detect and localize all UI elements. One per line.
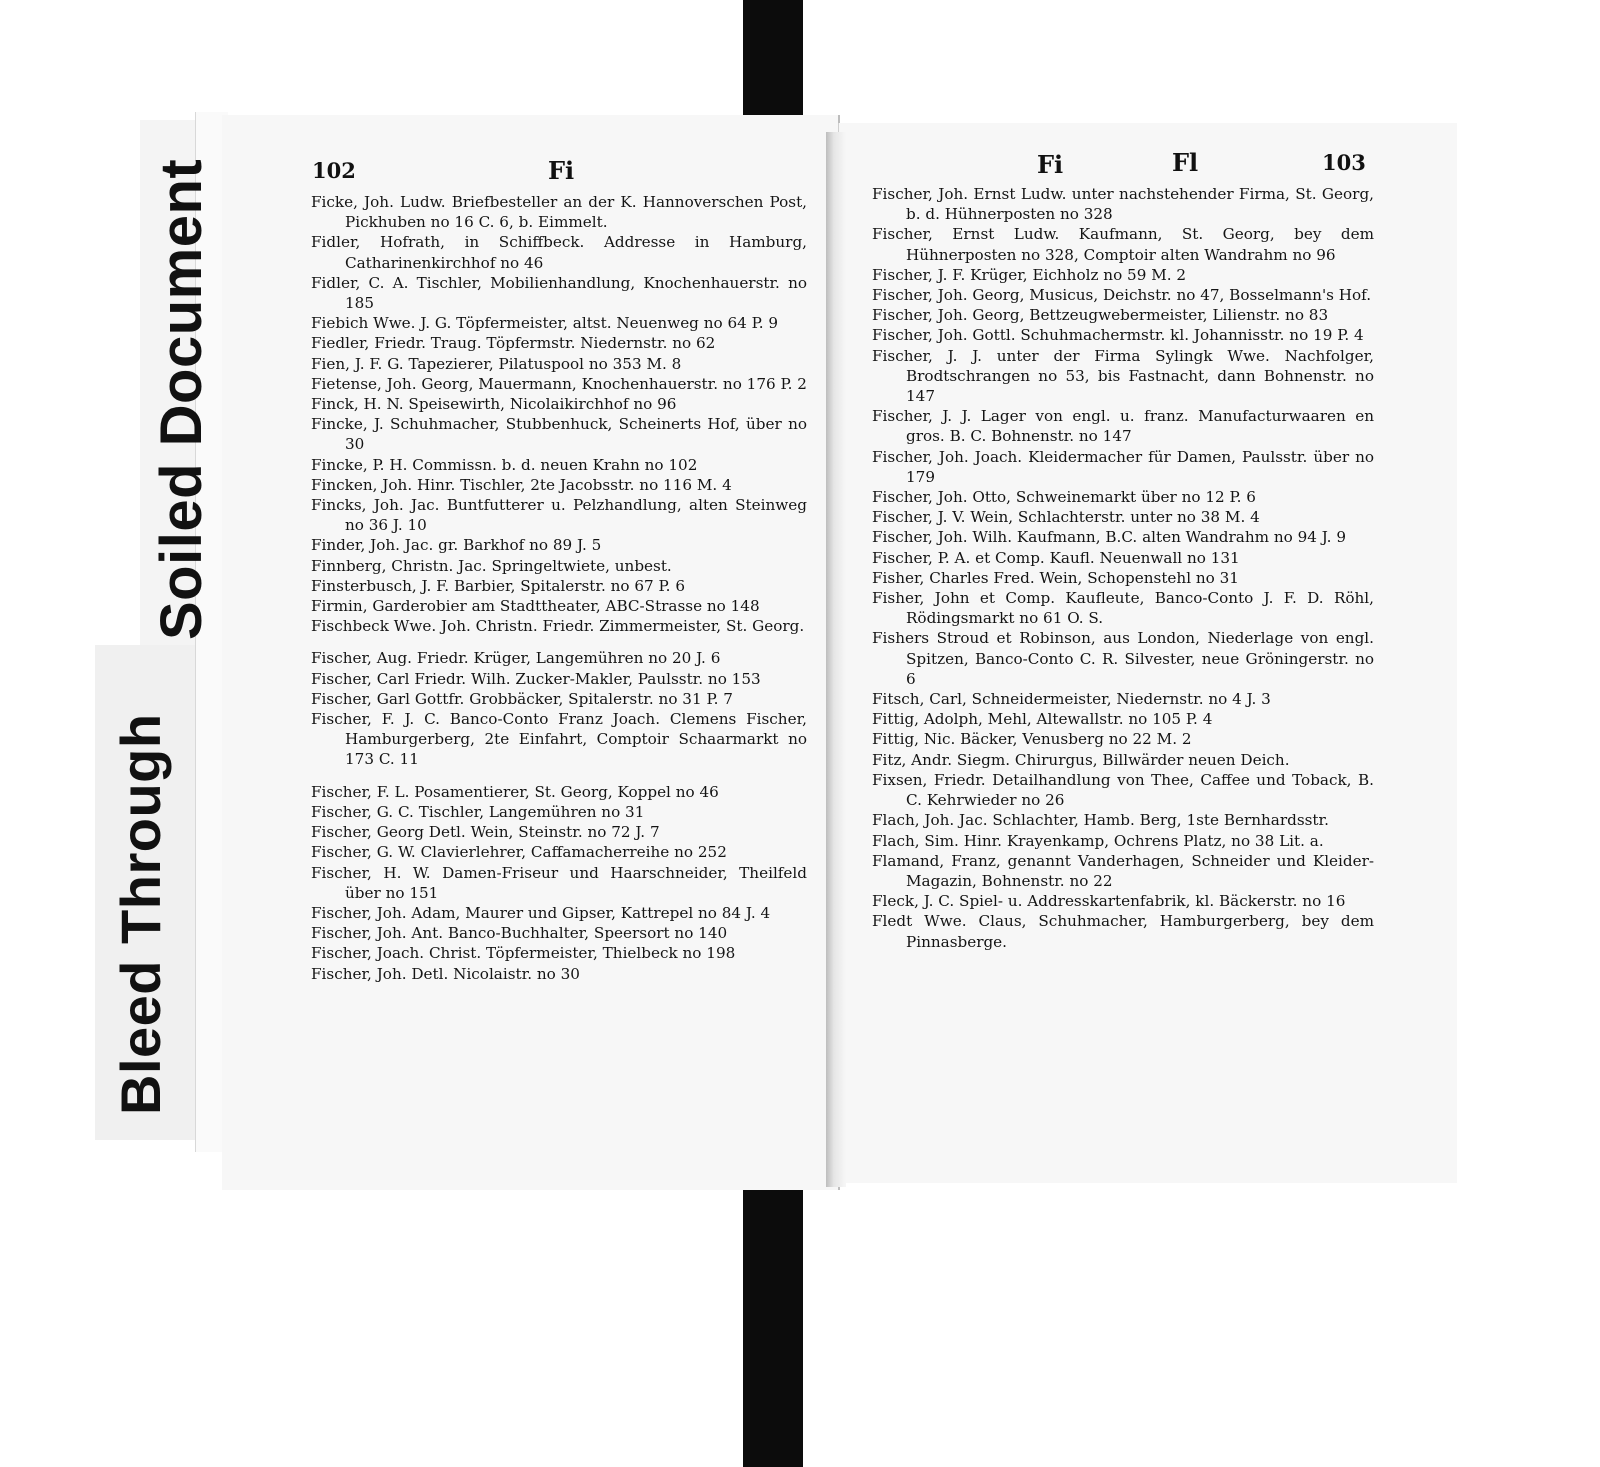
list-item: Fidler, C. A. Tischler, Mobilienhandlung, Knochenhauerstr. no 185 [311,273,807,313]
list-item: Flach, Joh. Jac. Schlachter, Hamb. Berg, 1ste Bernhardsstr. [872,811,1329,830]
binding-spine-bottom [743,1185,803,1467]
list-item: Fincken, Joh. Hinr. Tischler, 2te Jacobsstr. no 116 M. 4 [311,475,732,494]
list-item: Fischer, P. A. et Comp. Kaufl. Neuenwall no 131 [872,548,1240,567]
list-item: Fischer, Carl Friedr. Wilh. Zucker-Makler, Paulsstr. no 153 [311,669,761,688]
list-item: Fischer, Joh. Gottl. Schuhmachermstr. kl. Johannisstr. no 19 P. 4 [872,326,1364,345]
list-item: Fischer, F. L. Posamentierer, St. Georg, Koppel no 46 [311,782,719,801]
list-item: Fischer, Georg Detl. Wein, Steinstr. no 72 J. 7 [311,823,660,842]
bleed-through-label: Bleed Through [109,713,172,1115]
list-item: Fischer, Joh. Joach. Kleidermacher für Damen, Paulsstr. über no 179 [872,447,1374,486]
list-item: Fishers Stroud et Robinson, aus London, Niederlage von engl. Spitzen, Banco-Conto C. R. Silvester, neue Gröningerstr. no 6 [872,629,1374,688]
list-item: Fischer, J. J. Lager von engl. u. franz. Manufacturwaaren en gros. B. C. Bohnenstr. no 147 [872,407,1374,446]
list-item: Fischer, Joh. Wilh. Kaufmann, B.C. alten Wandrahm no 94 J. 9 [872,528,1346,547]
list-item: Finsterbusch, J. F. Barbier, Spitalerstr. no 67 P. 6 [311,576,685,595]
list-item: Fischer, J. F. Krüger, Eichholz no 59 M. 2 [872,265,1187,284]
list-item: Fincke, P. H. Commissn. b. d. neuen Krahn no 102 [311,455,698,474]
left-page-number: 102 [312,158,356,183]
list-item: Fidler, Hofrath, in Schiffbeck. Addresse in Hamburg, Catharinenkirchhof no 46 [311,233,807,272]
list-item: Fiebich Wwe. J. G. Töpfermeister, altst. Neuenweg no 64 P. 9 [311,314,779,333]
list-item: Fietense, Joh. Georg, Mauermann, Knochenhauerstr. no 176 P. 2 [311,374,807,393]
list-item: Finnberg, Christn. Jac. Springeltwiete, unbest. [311,556,672,575]
list-item: Flamand, Franz, genannt Vanderhagen, Schneider und Kleider-Magazin, Bohnenstr. no 22 [872,851,1374,890]
gutter-shadow [826,132,846,1187]
list-item: Fischer, Joh. Detl. Nicolaistr. no 30 [311,964,580,983]
list-item: Fischer, Joh. Ernst Ludw. unter nachstehender Firma, St. Georg, b. d. Hühnerposten no 328 [872,185,1374,224]
list-item: Fischer, Garl Gottfr. Grobbäcker, Spitalerstr. no 31 P. 7 [311,689,733,708]
list-item: Fitsch, Carl, Schneidermeister, Niedernstr. no 4 J. 3 [872,690,1271,709]
right-page-header-fl: Fl [1172,148,1199,177]
list-item: Finck, H. N. Speisewirth, Nicolaikirchhof no 96 [311,395,677,414]
list-item: Fittig, Adolph, Mehl, Altewallstr. no 105 P. 4 [872,710,1213,729]
list-item: Firmin, Garderobier am Stadttheater, ABC-Strasse no 148 [311,597,760,616]
list-item: Finder, Joh. Jac. gr. Barkhof no 89 J. 5 [311,536,602,555]
list-item: Fischer, Joh. Adam, Maurer und Gipser, Kattrepel no 84 J. 4 [311,903,771,922]
list-item: Fincks, Joh. Jac. Buntfutterer u. Pelzhandlung, alten Steinweg no 36 J. 10 [311,496,807,535]
list-item: Fiedler, Friedr. Traug. Töpfermstr. Niedernstr. no 62 [311,334,716,353]
left-page-header: Fi [548,156,575,185]
list-item: Fisher, Charles Fred. Wein, Schopenstehl no 31 [872,568,1239,587]
list-item: Fischer, Joh. Otto, Schweinemarkt über no 12 P. 6 [872,488,1256,507]
list-item: Ficke, Joh. Ludw. Briefbesteller an der K. Hannoverschen Post, Pickhuben no 16 C. 6, b. Eimmelt. [311,193,807,232]
list-item: Fischer, Ernst Ludw. Kaufmann, St. Georg, bey dem Hühnerposten no 328, Comptoir alten Wandrahm no 96 [872,225,1374,264]
list-item: Fischer, Joh. Georg, Musicus, Deichstr. no 47, Bosselmann's Hof. [872,286,1372,305]
soiled-document-label: Soiled Document [149,158,214,640]
list-item: Fischer, F. J. C. Banco-Conto Franz Joach. Clemens Fischer, Hamburgerberg, 2te Einfahrt, Comptoir Schaarmarkt no 173 C. 11 [311,710,807,769]
list-item: Fledt Wwe. Claus, Schuhmacher, Hamburgerberg, bey dem Pinnasberge. [872,912,1374,951]
list-item: Fischer, Aug. Friedr. Krüger, Langemühren no 20 J. 6 [311,649,721,668]
list-item: Fischer, Joach. Christ. Töpfermeister, Thielbeck no 198 [311,944,736,963]
right-page-number: 103 [1322,150,1366,175]
list-item: Fischer, Joh. Ant. Banco-Buchhalter, Speersort no 140 [311,924,728,943]
list-item: Fitz, Andr. Siegm. Chirurgus, Billwärder neuen Deich. [872,750,1290,769]
list-item: Fischer, J. V. Wein, Schlachterstr. unter no 38 M. 4 [872,508,1260,527]
list-item: Flach, Sim. Hinr. Krayenkamp, Ochrens Platz, no 38 Lit. a. [872,831,1324,850]
list-item: Fischer, G. C. Tischler, Langemühren no 31 [311,802,645,821]
list-item: Fisher, John et Comp. Kaufleute, Banco-Conto J. F. D. Röhl, Rödingsmarkt no 61 O. S. [872,589,1374,628]
list-item: Fischbeck Wwe. Joh. Christn. Friedr. Zimmermeister, St. Georg. [311,617,805,636]
list-item: Fischer, H. W. Damen-Friseur und Haarschneider, Theilfeld über no 151 [311,863,807,902]
list-item: Fincke, J. Schuhmacher, Stubbenhuck, Scheinerts Hof, über no 30 [311,415,807,454]
list-item: Fischer, J. J. unter der Firma Sylingk Wwe. Nachfolger, Brodtschrangen no 53, bis Fastnacht, dann Bohnenstr. no 147 [872,346,1374,406]
list-item: Fleck, J. C. Spiel- u. Addresskartenfabrik, kl. Bäckerstr. no 16 [872,892,1346,911]
right-entry-list [872,184,1374,952]
right-page-header-fi: Fi [1037,150,1064,179]
list-item: Fischer, Joh. Georg, Bettzeugwebermeister, Lilienstr. no 83 [872,306,1329,325]
list-item: Fien, J. F. G. Tapezierer, Pilatuspool no 353 M. 8 [311,354,682,373]
list-item: Fixsen, Friedr. Detailhandlung von Thee, Caffee und Toback, B. C. Kehrwieder no 26 [872,770,1374,810]
list-item: Fischer, G. W. Clavierlehrer, Caffamacherreihe no 252 [311,843,727,862]
left-entry-list [311,192,807,984]
list-item: Fittig, Nic. Bäcker, Venusberg no 22 M. 2 [872,730,1192,749]
